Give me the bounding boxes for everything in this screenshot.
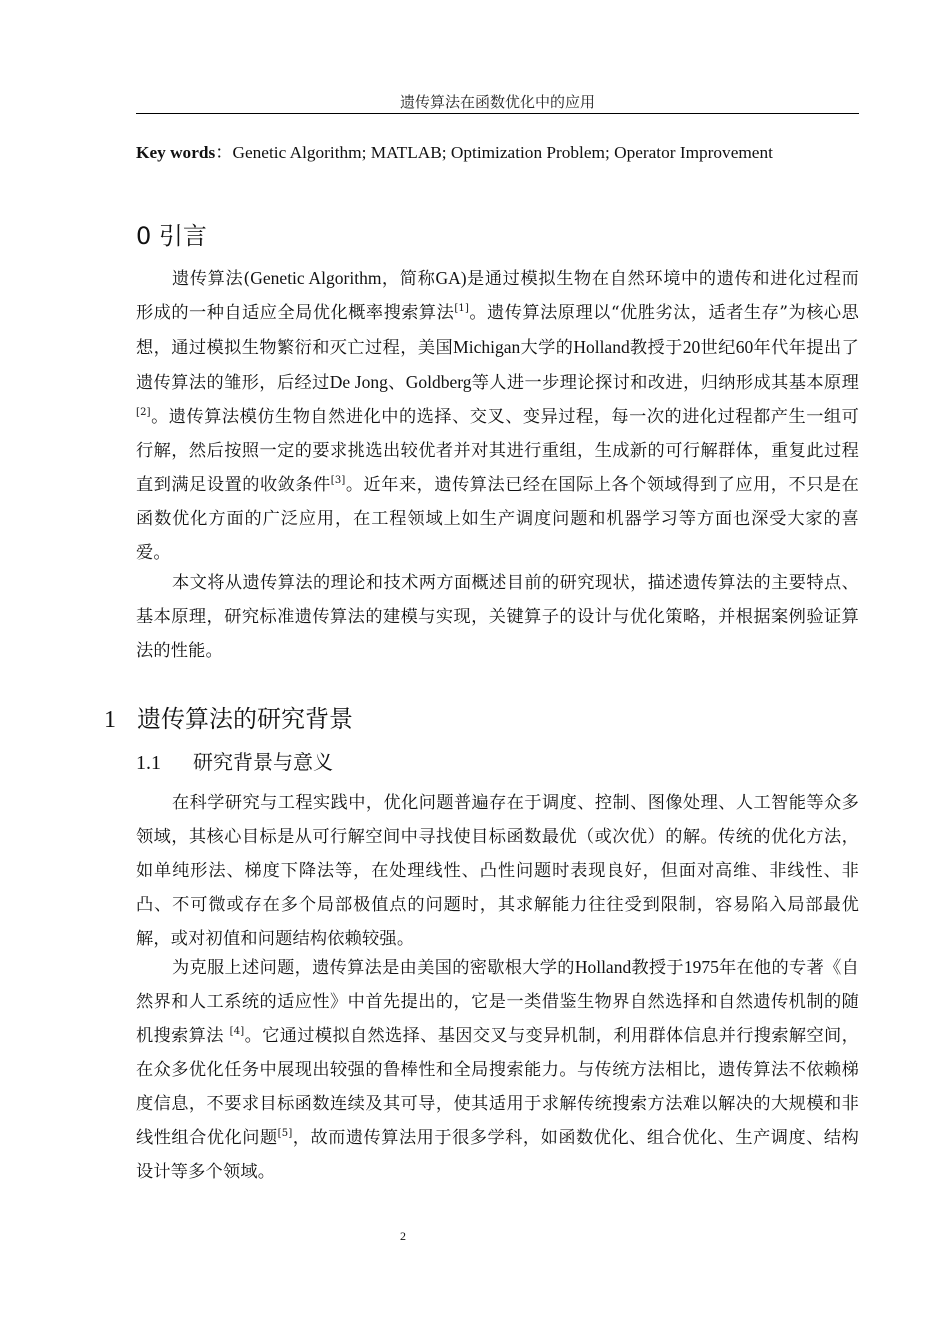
text-run: 遗传算法( (172, 269, 251, 289)
text-run: 60 (735, 337, 754, 357)
text-run: 教授于 (631, 958, 684, 978)
keywords-text: Genetic Algorithm; MATLAB; Optimization Problem; Operator Improvement (232, 143, 773, 162)
citation-ref: [5] (277, 1128, 293, 1139)
text-run: 20 (682, 337, 701, 357)
text-run: 。遗传算法模仿生物自然进化中的选择、交叉、变异过程，每一次的进化过程都产生一组可行解，然后按照一定的要求挑选出较优者并对其进行重组，生成新的可行解群体，重复此过程直到满足设置的收敛条件 (136, 407, 859, 495)
page-number: 2 (400, 1229, 406, 1243)
running-header: 遗传算法在函数优化中的应用 (399, 93, 595, 111)
intro-paragraph-2: 本文将从遗传算法的理论和技术两方面概述目前的研究现状，描述遗传算法的主要特点、基本原理，研究标准遗传算法的建模与实现，关键算子的设计与优化策略，并根据案例验证算法的性能。 (136, 573, 859, 661)
subsection-title: 研究背景与意义 (193, 750, 333, 774)
text-run: ，简称 (381, 269, 436, 289)
text-run: 1975 (683, 957, 719, 977)
text-run: 、 (387, 373, 406, 393)
text-run: ，故而遗传算法用于很多学科，如函数优化、组合优化、生产调度、结构设计等多个领域。 (136, 1128, 859, 1182)
text-run: 。近年来，遗传算法已经在国际上各个领域得到了应用，不只是在函数优化方面的广泛应用，在工程领域上如生产调度问题和机器学习等方面也深受大家的喜爱。 (136, 475, 859, 563)
intro-heading: 0 引言 (136, 222, 207, 250)
header-rule (136, 113, 859, 114)
text-run: Goldberg (405, 372, 472, 392)
text-run: De Jong (329, 372, 388, 392)
text-run: Michigan (453, 337, 521, 357)
citation-ref: [1] (454, 303, 470, 314)
text-run: 世纪 (700, 338, 736, 358)
text-run: 。遗传算法原理以“优胜劣汰，适者生存”为核心思想，通过模拟生物繁衍和灭亡过程，美国 (136, 303, 859, 358)
subsection-number: 1.1 (136, 752, 161, 774)
text-run: 是通过模拟生物在自然环境中的遗传和进化过程而形成的一种自适应全局优化概率搜索算法 (136, 269, 859, 323)
text-run: Holland (573, 337, 630, 357)
intro-paragraph-1 (136, 261, 859, 570)
section-1-1-paragraph-1: 在科学研究与工程实践中，优化问题普遍存在于调度、控制、图像处理、人工智能等众多领域，其核心目标是从可行解空间中寻找使目标函数最优（或次优）的解。传统的优化方法，如单纯形法、梯度下降法等，在处理线性、凸性问题时表现良好，但面对高维、非线性、非凸、不可微或存在多个局部极值点的问题时，其求解能力往往受到限制，容易陷入局部最优解，或对初值和问题结构依赖较强。 (136, 793, 859, 949)
keywords-line (136, 140, 876, 166)
text-run: 大学的 (520, 338, 574, 358)
text-run: 教授于 (629, 338, 683, 358)
section-title: 遗传算法的研究背景 (137, 705, 353, 733)
text-run: 。它通过模拟自然选择、基因交叉与变异机制，利用群体信息并行搜索解空间，在众多优化任务中展现出较强的鲁棒性和全局搜索能力。与传统方法相比，遗传算法不依赖梯度信息，不要求目标函数连续及其可导，使其适用于求解传统搜索方法难以解决的大规模和非线性组合优化问题 (136, 1026, 859, 1148)
keywords-separator: ： (215, 143, 233, 162)
text-run: Holland (574, 957, 632, 977)
citation-ref: [3] (330, 475, 346, 486)
section-1-heading (104, 702, 353, 737)
text-run: GA) (435, 268, 467, 288)
text-run: 为克服上述问题，遗传算法是由美国的密歇根大学的 (172, 958, 575, 978)
text-run: 等人进一步理论探讨和改进，归纳形成其基本原理 (471, 373, 859, 393)
section-1-1-paragraph-2 (136, 950, 859, 1189)
subsection-1-1-heading (136, 747, 333, 778)
citation-ref: [4] (229, 1026, 245, 1037)
text-run: 年代年提出了遗传算法的雏形，后经过 (136, 338, 859, 393)
keywords-label: Key words (136, 143, 216, 162)
section-number: 1 (104, 707, 116, 733)
citation-ref: [2] (136, 407, 151, 418)
text-run: 年在他的专著《自然界和人工系统的适应性》中首先提出的，它是一类借鉴生物界自然选择和自然遗传机制的随机搜索算法 (136, 958, 859, 1046)
text-run: Genetic Algorithm (250, 268, 382, 288)
